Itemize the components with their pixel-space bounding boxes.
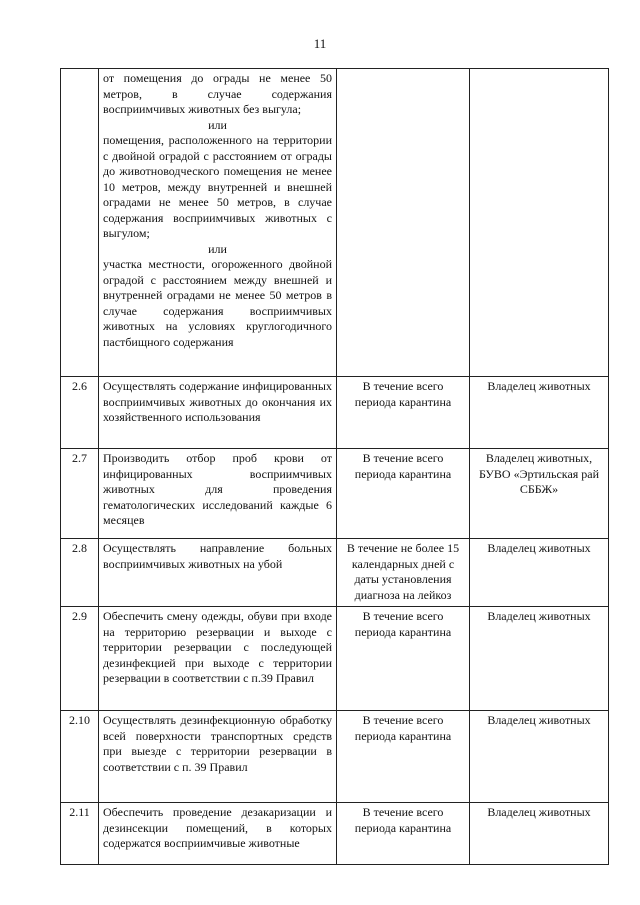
action-text: Обеспечить проведение дезакаризации и дезинсекции помещений, в которых содержатся восприимчивые животные <box>99 803 337 865</box>
table-row-continuation <box>61 69 609 377</box>
term-text: В течение всего периода карантина <box>337 803 470 865</box>
row-number-cell <box>61 69 99 377</box>
responsible-cell <box>470 69 609 377</box>
action-paragraph: участка местности, огороженного двойной оградой с расстоянием между внешней и внутренней оградами не менее 50 метров в случае содержания восприимчивых животных на условиях круглогодичного пастбищного содержания <box>103 257 332 349</box>
responsible-text: Владелец животных <box>470 607 609 711</box>
action-text: Производить отбор проб крови от инфицированных восприимчивых животных для проведения гематологических исследований каждые 6 месяцев <box>99 449 337 539</box>
term-text: В течение всего периода карантина <box>337 377 470 449</box>
table-row <box>61 377 609 449</box>
term-text: В течение всего периода карантина <box>337 607 470 711</box>
action-text: Осуществлять содержание инфицированных восприимчивых животных до окончания их хозяйственного использования <box>99 377 337 449</box>
responsible-text: Владелец животных <box>470 377 609 449</box>
row-number: 2.6 <box>61 377 99 449</box>
action-cell <box>99 69 337 377</box>
term-text: В течение всего периода карантина <box>337 711 470 803</box>
action-text: Осуществлять дезинфекционную обработку всей поверхности транспортных средств при выезде с территории резервации в соответствии с п. 39 Правил <box>99 711 337 803</box>
action-text: Обеспечить смену одежды, обуви при входе на территорию резервации и выходе с территории резервации с последующей дезинфекцией при выходе с территории резервации в соответствии с п.39 Правил <box>99 607 337 711</box>
row-number: 2.8 <box>61 539 99 607</box>
responsible-text: Владелец животных, БУВО «Эртильская рай СББЖ» <box>470 449 609 539</box>
action-text: Осуществлять направление больных восприимчивых животных на убой <box>99 539 337 607</box>
quarantine-measures-table <box>60 68 609 865</box>
term-text: В течение не более 15 календарных дней с даты установления диагноза на лейкоз <box>337 539 470 607</box>
or-label: или <box>208 241 227 256</box>
term-text: В течение всего периода карантина <box>337 449 470 539</box>
responsible-text: Владелец животных <box>470 539 609 607</box>
responsible-text: Владелец животных <box>470 803 609 865</box>
row-number: 2.7 <box>61 449 99 539</box>
table-row <box>61 449 609 539</box>
page-number: 11 <box>313 36 327 51</box>
row-number: 2.10 <box>61 711 99 803</box>
table-row <box>61 539 609 607</box>
term-cell <box>337 69 470 377</box>
action-paragraph: помещения, расположенного на территории с двойной оградой с расстоянием от ограды до животноводческого помещения не менее 10 метров, между внутренней и внешней оградами не менее 50 метров, в случае содержания восприимчивых животных с выгулом; <box>103 133 332 240</box>
table-row <box>61 711 609 803</box>
table-row <box>61 607 609 711</box>
responsible-text: Владелец животных <box>470 711 609 803</box>
or-label: или <box>208 117 227 132</box>
row-number: 2.9 <box>61 607 99 711</box>
action-paragraph: от помещения до ограды не менее 50 метров, в случае содержания восприимчивых животных без выгула; <box>103 71 332 116</box>
row-number: 2.11 <box>61 803 99 865</box>
table-row <box>61 803 609 865</box>
